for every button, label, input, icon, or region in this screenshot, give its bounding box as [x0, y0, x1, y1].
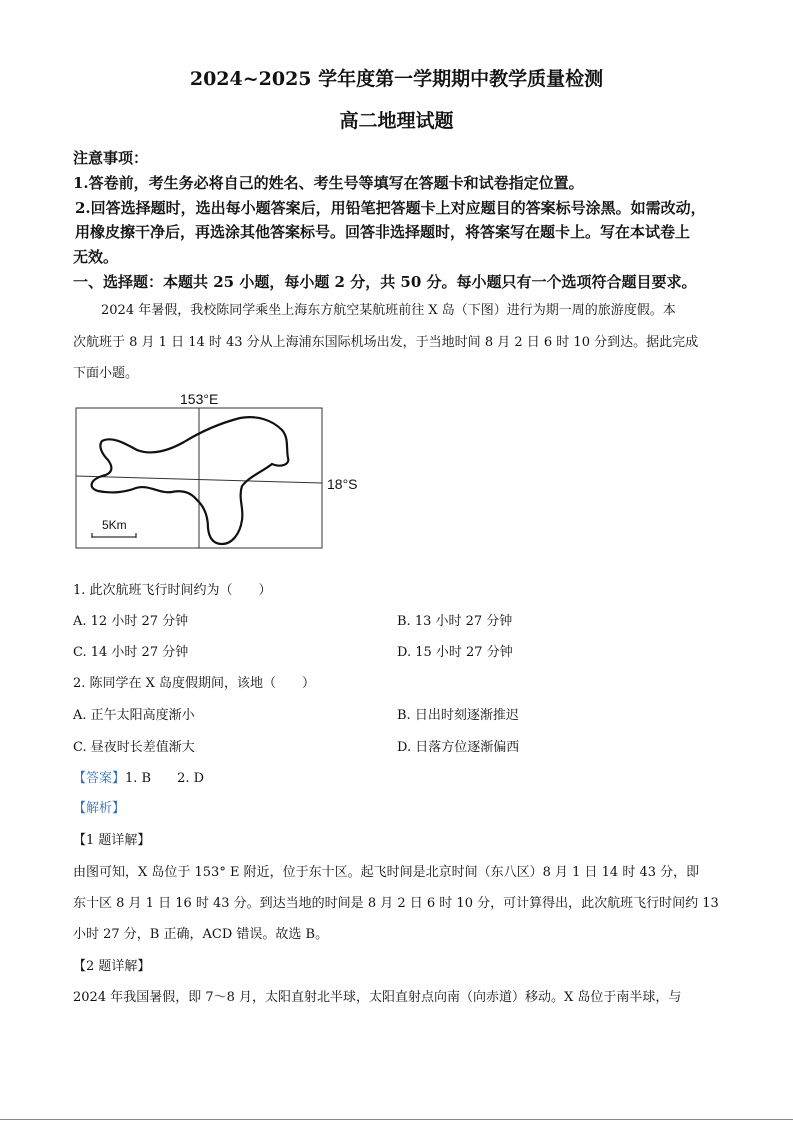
detail-2-line-1: 2024 年我国暑假，即 7～8 月，太阳直射北半球，太阳直射点向南（向赤道）移动。X 岛位于南半球，与 — [73, 990, 682, 1005]
passage-line-3: 下面小题。 — [73, 366, 139, 381]
detail-2-heading: 【2 题详解】 — [73, 959, 151, 974]
passage-line-1: 2024 年暑假，我校陈同学乘坐上海东方航空某航班前往 X 岛（下图）进行为期一周的旅游度假。本 — [101, 303, 676, 318]
detail-1-line-1: 由图可知，X 岛位于 153° E 附近，位于东十区。起飞时间是北京时间（东八区）8 月 1 日 14 时 43 分，即 — [73, 865, 700, 880]
detail-1-heading: 【1 题详解】 — [73, 833, 151, 848]
section-heading: 一、选择题：本题共 25 小题，每小题 2 分，共 50 分。每小题只有一个选项符合题目要求。 — [73, 273, 697, 291]
analysis-label: 【解析】 — [73, 801, 126, 816]
q1-option-d[interactable]: D. 15 小时 27 分钟 — [397, 645, 513, 660]
detail-1-line-2: 东十区 8 月 1 日 16 时 43 分。到达当地的时间是 8 月 2 日 6 时 10 分，可计算得出，此次航班飞行时间约 13 — [73, 896, 719, 911]
answer-text: 1. B 2. D — [125, 771, 205, 786]
q1-option-a[interactable]: A. 12 小时 27 分钟 — [73, 614, 189, 629]
exam-subtitle: 高二地理试题 — [339, 110, 454, 132]
notice-item-2-line-2: 用橡皮擦干净后，再选涂其他答案标号。回答非选择题时，将答案写在题卡上。写在本试卷上 — [75, 223, 691, 241]
q2-option-b[interactable]: B. 日出时刻逐渐推迟 — [397, 708, 519, 723]
q1-stem: 1. 此次航班飞行时间约为（ ） — [73, 583, 272, 598]
q2-option-a[interactable]: A. 正午太阳高度渐小 — [73, 708, 195, 723]
island-map — [72, 388, 372, 553]
answer-label: 【答案】 — [73, 771, 126, 786]
q1-option-b[interactable]: B. 13 小时 27 分钟 — [397, 614, 513, 629]
longitude-label: 153°E — [180, 391, 219, 407]
exam-title: 2024~2025 学年度第一学期期中教学质量检测 — [189, 68, 604, 90]
notice-heading: 注意事项： — [73, 149, 149, 167]
notice-item-2-line-1: 2.回答选择题时，选出每小题答案后，用铅笔把答题卡上对应题目的答案标号涂黑。如需改动， — [75, 199, 706, 217]
q2-stem: 2. 陈同学在 X 岛度假期间，该地（ ） — [73, 676, 316, 691]
answer-row — [73, 767, 204, 786]
notice-item-1: 1.答卷前，考生务必将自己的姓名、考生号等填写在答题卡和试卷指定位置。 — [73, 174, 584, 192]
notice-item-2-line-3: 无效。 — [73, 248, 119, 266]
detail-1-line-3: 小时 27 分，B 正确，ACD 错误。故选 B。 — [73, 927, 329, 942]
q1-option-c[interactable]: C. 14 小时 27 分钟 — [73, 645, 189, 660]
latitude-label: 18°S — [327, 476, 358, 492]
q2-option-c[interactable]: C. 昼夜时长差值渐大 — [73, 740, 195, 755]
passage-line-2: 次航班于 8 月 1 日 14 时 43 分从上海浦东国际机场出发，于当地时间 8 月 2 日 6 时 10 分到达。据此完成 — [73, 335, 699, 350]
q2-option-d[interactable]: D. 日落方位逐渐偏西 — [397, 740, 520, 755]
scale-label: 5Km — [102, 518, 127, 532]
page-bottom-rule — [0, 1119, 793, 1120]
